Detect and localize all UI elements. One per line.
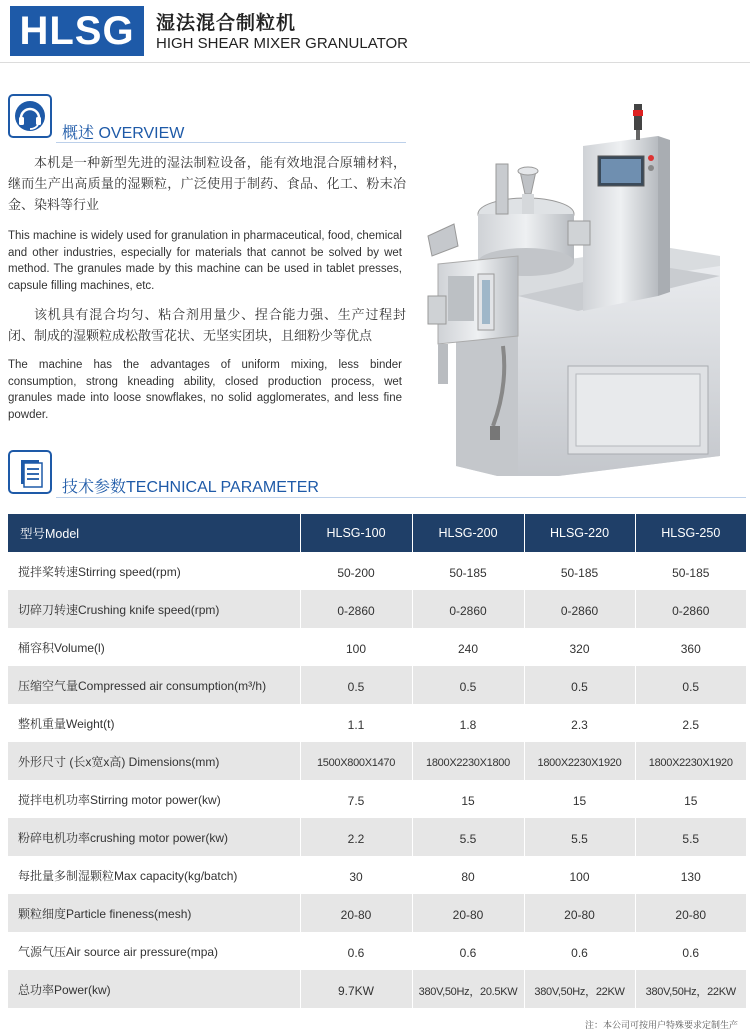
table-cell: 2.2	[300, 818, 412, 856]
product-title-cn: 湿法混合制粒机	[156, 12, 297, 34]
overview-paragraph-en-2: The machine has the advantages of uniform mixing, less binder consumption, strong kneading ability, closed production process, wet granules made into loose snowflakes, no solid agglomerates, and less fine powder.	[8, 359, 402, 421]
table-cell: 1500X800X1470	[300, 742, 412, 780]
row-label: 每批量多制湿颗粒Max capacity(kg/batch)	[8, 856, 300, 894]
table-cell: 0-2860	[412, 590, 524, 628]
overview-paragraph-cn-1: 本机是一种新型先进的湿法制粒设备，能有效地混合原辅材料，继而生产出高质量的湿颗粒，广泛使用于制药、食品、化工、粉末冶金、染料等行业	[8, 156, 406, 213]
table-cell: 20-80	[524, 894, 635, 932]
table-cell: 0.6	[635, 932, 746, 970]
table-cell: 15	[412, 780, 524, 818]
overview-paragraph-en-1: This machine is widely used for granulation in pharmaceutical, food, chemical and other industries, especially for materials that cannot be solved by wet method. The granules made by this machine can be used in tablet presses, capsule filling machines, etc.	[8, 230, 402, 292]
row-label: 颗粒细度Particle fineness(mesh)	[8, 894, 300, 932]
table-cell: 80	[412, 856, 524, 894]
table-header-row	[8, 514, 746, 552]
table-cell: 50-185	[524, 552, 635, 590]
headset-icon	[8, 94, 52, 138]
table-cell: 0.6	[412, 932, 524, 970]
table-cell: 1800X2230X1920	[524, 742, 635, 780]
table-cell: 1.8	[412, 704, 524, 742]
table-row	[8, 894, 746, 932]
table-cell: 380V,50Hz，20.5KW	[412, 970, 524, 1008]
table-row	[8, 628, 746, 666]
table-cell: 5.5	[635, 818, 746, 856]
column-header: HLSG-100	[300, 514, 412, 552]
table-cell: 20-80	[635, 894, 746, 932]
table-cell: 20-80	[300, 894, 412, 932]
column-header: HLSG-220	[524, 514, 635, 552]
section-rule	[56, 142, 406, 143]
table-cell: 130	[635, 856, 746, 894]
table-cell: 50-185	[412, 552, 524, 590]
table-row	[8, 666, 746, 704]
table-cell: 50-185	[635, 552, 746, 590]
table-cell: 15	[524, 780, 635, 818]
table-cell: 20-80	[412, 894, 524, 932]
document-icon	[8, 450, 52, 494]
row-label: 桶容积Volume(l)	[8, 628, 300, 666]
table-cell: 380V,50Hz，22KW	[635, 970, 746, 1008]
table-cell: 15	[635, 780, 746, 818]
column-header: HLSG-200	[412, 514, 524, 552]
spec-table	[8, 514, 746, 1008]
row-label: 压缩空气量Compressed air consumption(m³/h)	[8, 666, 300, 704]
table-cell: 0-2860	[635, 590, 746, 628]
table-cell: 0.5	[300, 666, 412, 704]
row-label: 总功率Power(kw)	[8, 970, 300, 1008]
section-rule	[56, 497, 746, 498]
table-row	[8, 590, 746, 628]
column-header: HLSG-250	[635, 514, 746, 552]
product-title-en: HIGH SHEAR MIXER GRANULATOR	[156, 35, 408, 52]
table-row	[8, 818, 746, 856]
table-row	[8, 932, 746, 970]
table-row	[8, 856, 746, 894]
model-badge: HLSG	[10, 6, 144, 56]
table-cell: 2.5	[635, 704, 746, 742]
table-cell: 380V,50Hz，22KW	[524, 970, 635, 1008]
table-row	[8, 780, 746, 818]
row-label: 气源气压Air source air pressure(mpa)	[8, 932, 300, 970]
table-cell: 5.5	[524, 818, 635, 856]
footnote: 注：本公司可按用户特殊要求定制生产	[584, 1021, 738, 1031]
table-cell: 240	[412, 628, 524, 666]
overview-paragraph-cn-2: 该机具有混合均匀、粘合剂用量少、捏合能力强、生产过程封闭、制成的湿颗粒成松散雪花状、无坚实团块，且细粉少等优点	[8, 308, 406, 344]
table-cell: 7.5	[300, 780, 412, 818]
table-cell: 9.7KW	[300, 970, 412, 1008]
row-label: 搅拌桨转速Stirring speed(rpm)	[8, 552, 300, 590]
column-header: 型号Model	[8, 514, 300, 552]
header-divider	[0, 62, 750, 63]
table-row	[8, 742, 746, 780]
table-cell: 1800X2230X1920	[635, 742, 746, 780]
table-cell: 1.1	[300, 704, 412, 742]
table-row	[8, 970, 746, 1008]
table-cell: 2.3	[524, 704, 635, 742]
table-cell: 0.5	[412, 666, 524, 704]
row-label: 整机重量Weight(t)	[8, 704, 300, 742]
table-row	[8, 552, 746, 590]
table-cell: 0-2860	[524, 590, 635, 628]
table-cell: 360	[635, 628, 746, 666]
section-title-overview: 概述 OVERVIEW	[62, 125, 185, 142]
table-cell: 320	[524, 628, 635, 666]
table-row	[8, 704, 746, 742]
row-label: 粉碎电机功率crushing motor power(kw)	[8, 818, 300, 856]
row-label: 搅拌电机功率Stirring motor power(kw)	[8, 780, 300, 818]
table-cell: 5.5	[412, 818, 524, 856]
table-cell: 1800X2230X1800	[412, 742, 524, 780]
table-cell: 0.5	[635, 666, 746, 704]
table-cell: 0.5	[524, 666, 635, 704]
table-cell: 0.6	[524, 932, 635, 970]
table-cell: 100	[300, 628, 412, 666]
section-title-technical: 技术参数TECHNICAL PARAMETER	[62, 479, 319, 496]
table-cell: 0-2860	[300, 590, 412, 628]
row-label: 外形尺寸 (长x宽x高) Dimensions(mm)	[8, 742, 300, 780]
table-cell: 0.6	[300, 932, 412, 970]
table-cell: 30	[300, 856, 412, 894]
machine-photo	[408, 96, 738, 476]
row-label: 切碎刀转速Crushing knife speed(rpm)	[8, 590, 300, 628]
table-cell: 50-200	[300, 552, 412, 590]
table-cell: 100	[524, 856, 635, 894]
